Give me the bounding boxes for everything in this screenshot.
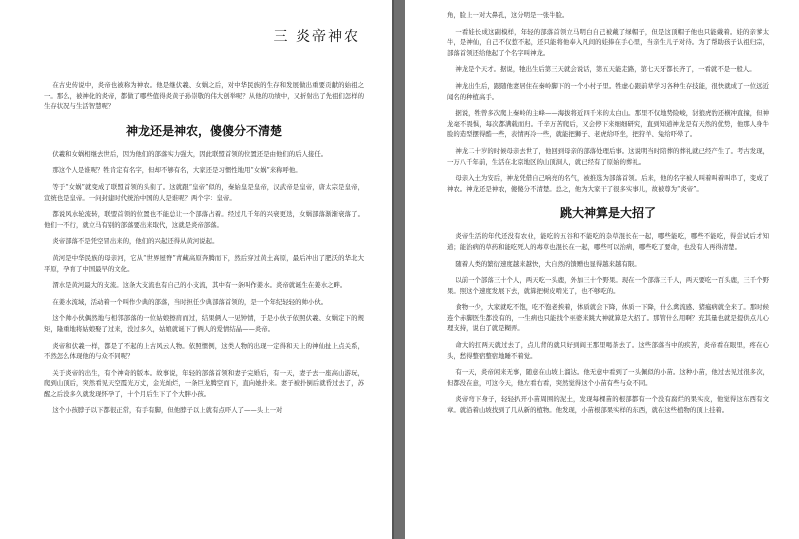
body-paragraph: 炎帝和伏羲一样，都是了不起的上古风云人物。依照惯例，这类人物的出现一定得和天上的神仙扯上点关系，不然怎么体现他的与众不同呢？ bbox=[44, 341, 364, 361]
intro-paragraph: 在古史传说中，炎帝也被称为神农。他是继伏羲、女娲之后，对中华民族的生存和发展做出重要贡献的始祖之一。那么，被神化的炎帝，都做了哪些值得炎黄子孙崇敬的伟大创举呢？从他的功绩中，又折射出了先祖们怎样的生存状况与生活智慧呢？ bbox=[44, 81, 364, 111]
body-paragraph: 以前一个部落三十个人，两天吃一头鹿，外加三十个野果。现在一个部落三千人，两天要吃一百头鹿，三千个野果。照这个速度发展下去，就算把树皮啃光了，也不够吃的。 bbox=[447, 276, 769, 295]
left-page bbox=[0, 0, 392, 539]
body-paragraph: 关于炎帝的出生，有个神奇的版本。故事说，年轻的部落首领和妻子完婚后，有一天，妻子去一座高山游玩，爬到山顶后，突然看见天空霞光万丈，金光灿烂，一条巨龙腾空而下，直向她扑来。妻子被扑倒后就昏过去了，苏醒之后没多久就发现怀孕了，十个月后生下了个大胖小孩。 bbox=[44, 368, 364, 398]
body-paragraph: 在姜水流域，活动着一个叫作少典的部落，当时担任少典部落首领的，是一个年纪轻轻的帅小伙。 bbox=[52, 297, 328, 306]
section-title: 神龙还是神农，傻傻分不清楚 bbox=[125, 123, 282, 138]
body-paragraph: 命大的扛两天就过去了，点儿背的就只好到阎王那里喝茶去了。这些部落当中的疾苦，炎帝看在眼里，疼在心头，愁得整宿整宿地睡不着觉。 bbox=[447, 341, 769, 360]
body-paragraph: 这个帅小伙偶然地与相邻部落的一位姑娘擦肩而过，结果俩人一见钟情，于是小伙子依照伏羲、女娲定下的规矩，隆重地将姑娘娶了过来，没过多久，姑娘就诞下了俩人的爱情结晶——炎帝。 bbox=[44, 314, 364, 333]
chapter-title: 三 炎帝神农 bbox=[273, 29, 360, 45]
body-paragraph: 随着人类的繁衍速度越来越快，大自然的馈赠也显得越来越有限。 bbox=[455, 259, 641, 268]
section-title: 跳大神算是大招了 bbox=[559, 206, 656, 221]
book-spine-gutter bbox=[392, 0, 405, 539]
body-paragraph: 渭水是黄河最大的支流。这条大支流也有自己的小支流，其中有一条叫作姜水。炎帝就诞生在姜水之畔。 bbox=[52, 281, 347, 290]
body-paragraph: 母亲入土为安后，神龙凭借自己响亮的名气，被推选为部落首领。后来，他的名字被人叫着叫着叫串了，变成了神农。神龙还是神农，傻傻分不清楚。总之，他为大家干了很多实事儿，故被尊为“炎帝”。 bbox=[447, 174, 769, 193]
body-paragraph: 炎帝生活的年代还没有农业，能吃的五谷和不能吃的杂草混长在一起，哪些能吃，哪些不能吃，得尝试后才知道；能治病的草药和能吃死人的毒草也混长在一起，哪些可以治病，哪些吃了要命，也没有人再得清楚。 bbox=[447, 232, 769, 251]
body-paragraph: 食物一少，大家就吃不饱，吃不饱老挨着，体质就会下降，体质一下降，什么禽流感、猪瘟病就全来了。那时候连个赤脚医生都没有的，一生病也只能找个巫婆来跳大神就算是大招了。那管什么用啊？充其量也就是提供点儿心理支持，说白了就是糊弄。 bbox=[447, 303, 769, 333]
body-paragraph: 伏羲和女娲相继去世后，因为他们的部落实力强大，因此联盟首领的位置还是由他们的后人接任。 bbox=[52, 149, 328, 158]
body-paragraph: 炎帝弯下身子，轻轻扒开小苗周围的泥土，发现每棵苗的根部都有一个没有腐烂的果实皮，他觉得这东西有文章。就沿着山坡找到了几从新的植物。他发现，小苗根部果实样的东西，就在这些植物的顶上挂着。 bbox=[447, 395, 769, 415]
body-paragraph: 都说风水轮流转，联盟首领的位置也不能总让一个部落占着。经过几千年的兴衰更迭，女娲部落渐渐衰落了。他们一不行，就立马有别的部落要出来取代，这就是炎帝部落。 bbox=[44, 210, 364, 229]
body-paragraph: 神龙出生后，跟随他妻居住在秦岭脚下的一个小村子里。牲虚心跟前辈学习各种生存技能，很快就成了一位远近闻名的种植高手。 bbox=[447, 81, 769, 101]
body-paragraph: 有一天，炎帝闲来无事，随意在山坡上溜达。他无意中看到了一头佩似的小苗。这种小苗，他过去见过很多次，但都没在意，可这今天，他左看右看，突然觉得这个小苗有些与众不同。 bbox=[447, 368, 769, 387]
body-paragraph: 这个小孩脖子以下都很正常，有手有脚，但他脖子以上就有点吓人了——头上一对 bbox=[52, 406, 283, 415]
body-paragraph: 一看娃长成这副模样，年轻的部落首领立马明白自己被戴了绿帽子，但是这顶帽子他也只能戴着。娃的亲爹太牛，是神仙，自己不仅惹不起，还只能将他奉入凡间的娃捧在手心里，当亲生儿子对待。为了帮助孩子认祖归宗，部落首领还给他起了个名字叫神龙。 bbox=[447, 27, 769, 57]
body-paragraph: 那这个人是谁呢？牲肯定有名字，但却不够有名，大家还是习惯性地用“女娲”来称呼他。 bbox=[52, 166, 302, 175]
body-paragraph: 炎帝部落不是凭空冒出来的，他们的兴起还得从黄河说起。 bbox=[52, 237, 219, 246]
body-paragraph: 神龙二十岁的时候母亲去世了，他回到母亲的部落处理后事。这说明当时陪葬的葬礼就已经产生了。考古发现，一万八千年前，生活在北京地区的山顶洞人，就已经有了原始的葬礼。 bbox=[447, 146, 769, 166]
body-paragraph: 等于“女娲”就变成了联盟首领的头衔了。这就跟“皇帝”似的，秦始皇是皇帝，汉武帝是皇帝，唐太宗是皇帝，宣统也是皇帝。一问封建时代统治中国的人是谁呢？两个字：皇帝。 bbox=[44, 182, 364, 202]
body-paragraph: 角，脸上一对大鼻孔，这分明是一张牛脸。 bbox=[447, 11, 569, 19]
body-paragraph: 据说，牲曾多次爬上秦岭的主峰——海拔将近四千米的太白山。那里不仅地势险峻，豺狼虎豹还横冲直撞，但神龙毫不畏惧，每次都满载而归。千辛万苦爬后，又会停下来细细研究，直到知道神龙是有天然的优势，他那人身牛脸的造型摆得酷一些，表情再冷一些，就能把狮子、老虎给吓坐，把狩羊、兔给吓晕了。 bbox=[447, 109, 769, 139]
body-paragraph: 神龙是个天才。据说，牠出生后第三天就会说话，第五天能走路，第七天牙都长齐了，一看就不是一般人。 bbox=[455, 65, 756, 74]
right-page bbox=[405, 0, 799, 539]
body-paragraph: 黄河是中华民族的母亲河，它从“世界屋脊”青藏高原奔腾而下，然后穿过黄土高原，最后冲出了肥沃的华北大平原，孕育了中国最早的文化。 bbox=[44, 253, 364, 273]
